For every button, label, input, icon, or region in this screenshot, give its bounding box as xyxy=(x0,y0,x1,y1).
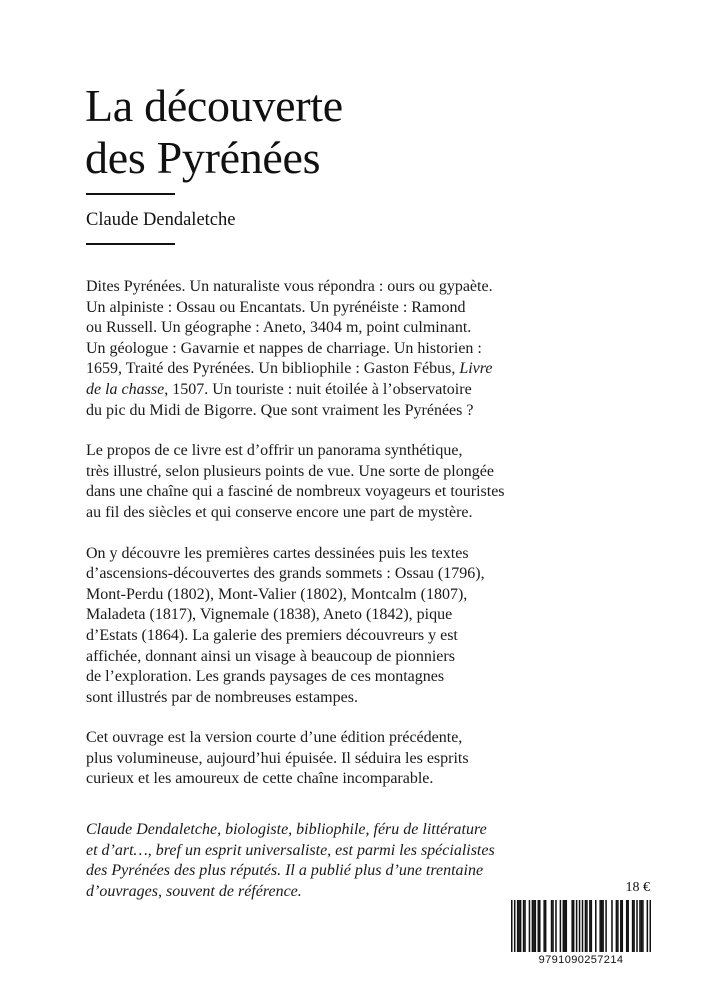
blurb-paragraph-3 xyxy=(86,544,646,709)
text-line: de l’exploration. Les grands paysages de ces montagnes xyxy=(86,668,445,686)
text-line: Maladeta (1817), Vignemale (1838), Aneto (1842), pique xyxy=(86,606,453,624)
text-line: au fil des siècles et qui conserve encore une part de mystère. xyxy=(86,503,473,521)
barcode-bar xyxy=(520,900,522,952)
text-line: Mont-Perdu (1802), Mont-Valier (1802), Montcalm (1807), xyxy=(86,585,468,603)
barcode-bar xyxy=(511,900,513,952)
blurb-paragraph-2 xyxy=(86,441,646,523)
text-line: Dites Pyrénées. Un naturaliste vous répondra : ours ou gypaète. xyxy=(86,278,493,295)
barcode-bar xyxy=(605,900,607,952)
text-line: des Pyrénées des plus réputés. Il a publié plus d’une trentaine xyxy=(86,862,484,880)
price-label: 18 € xyxy=(625,880,650,895)
barcode-bar xyxy=(650,900,651,952)
text-line: dans une chaîne qui a fasciné de nombreux voyageurs et touristes xyxy=(86,483,505,501)
barcode-bar xyxy=(538,900,540,952)
barcode-bars xyxy=(511,900,651,952)
text-line: plus volumineuse, aujourd’hui épuisée. Il séduira les esprits xyxy=(86,749,469,767)
barcode-bar xyxy=(563,900,565,952)
text-line: Un géologue : Gavarnie et nappes de charriage. Un historien : xyxy=(86,339,482,357)
barcode-bar xyxy=(532,900,534,952)
barcode-bar xyxy=(582,900,584,952)
text-line: affichée, donnant ainsi un visage à beaucoup de pionniers xyxy=(86,647,455,665)
barcode-bar xyxy=(617,900,619,952)
barcode-bar xyxy=(552,900,554,952)
text-line: et d’art…, bref un esprit universaliste, est parmi les spécialistes xyxy=(86,841,495,859)
barcode-bar xyxy=(514,900,516,952)
barcode-bar xyxy=(539,900,541,952)
barcode-bar xyxy=(585,900,587,952)
barcode-bar xyxy=(529,900,531,952)
barcode-bar xyxy=(543,900,545,952)
text-line: Claude Dendaletche, biologiste, bibliophile, féru de littérature xyxy=(86,821,487,839)
barcode-bar xyxy=(535,900,537,952)
text-line xyxy=(86,359,646,380)
text-segment: , 1507. Un touriste : nuit étoilée à l’observatoire xyxy=(164,380,472,398)
title-divider-top xyxy=(86,193,175,195)
barcode-bar xyxy=(571,900,573,952)
barcode-bar xyxy=(636,900,638,952)
book-title-reference: Livre xyxy=(459,360,493,378)
barcode-bar xyxy=(611,900,613,952)
barcode-bar xyxy=(622,900,624,952)
barcode-bar xyxy=(545,900,547,952)
barcode-bar xyxy=(626,900,628,952)
barcode-bar xyxy=(579,900,581,952)
author-bio xyxy=(86,820,646,902)
blurb-text xyxy=(86,277,646,922)
author-name: Claude Dendaletche xyxy=(86,210,236,230)
barcode-bar xyxy=(601,900,603,952)
barcode-bar xyxy=(560,900,562,952)
barcode-bar xyxy=(533,900,535,952)
barcode-bar xyxy=(555,900,557,952)
text-line: sont illustrés par de nombreuses estampes. xyxy=(86,688,358,706)
text-line: d’Estats (1864). La galerie des premiers découvreurs y est xyxy=(86,626,458,644)
text-line: curieux et les amoureux de cette chaîne incomparable. xyxy=(86,770,434,788)
barcode-bar xyxy=(524,900,526,952)
barcode-bar xyxy=(599,900,601,952)
blurb-paragraph-1 xyxy=(86,277,646,421)
blurb-paragraph-4 xyxy=(86,728,646,790)
book-title xyxy=(85,80,685,184)
text-line: Cet ouvrage est la version courte d’une édition précédente, xyxy=(86,729,463,747)
text-line: Le propos de ce livre est d’offrir un panorama synthétique, xyxy=(86,442,463,460)
barcode-bar xyxy=(566,900,568,952)
barcode-bar xyxy=(589,900,591,952)
text-line: ou Russell. Un géographe : Aneto, 3404 m, point culminant. xyxy=(86,319,472,337)
barcode-bar xyxy=(564,900,566,952)
text-segment: 1659, Traité des Pyrénées. Un bibliophile : Gaston Fébus, xyxy=(86,360,456,378)
barcode-bar xyxy=(639,900,641,952)
barcode-bar xyxy=(595,900,597,952)
text-line: Un alpiniste : Ossau ou Encantats. Un pyrénéiste : Ramond xyxy=(86,298,466,316)
text-line: d’ascensions-découvertes des grands sommets : Ossau (1796), xyxy=(86,565,485,583)
text-line: d’ouvrages, souvent de référence. xyxy=(86,882,302,900)
barcode-bar xyxy=(602,900,604,952)
barcode-bar xyxy=(641,900,643,952)
title-divider-bottom xyxy=(86,243,175,245)
barcode xyxy=(511,900,651,968)
book-title-line-1: La découverte xyxy=(85,80,343,131)
barcode-bar xyxy=(576,900,578,952)
barcode-bar xyxy=(642,900,644,952)
text-line: On y découvre les premières cartes dessinées puis les textes xyxy=(86,544,469,562)
book-title-line-2: des Pyrénées xyxy=(85,132,321,183)
barcode-bar xyxy=(647,900,649,952)
text-line: du pic du Midi de Bigorre. Que sont vraiment les Pyrénées ? xyxy=(86,401,474,419)
barcode-bar xyxy=(620,900,622,952)
barcode-bar xyxy=(517,900,519,952)
barcode-bar xyxy=(518,900,520,952)
book-title-reference: de la chasse xyxy=(86,380,165,398)
barcode-bar xyxy=(551,900,553,952)
barcode-bar xyxy=(591,900,593,952)
barcode-bar xyxy=(616,900,618,952)
barcode-bar xyxy=(633,900,635,952)
barcode-bar xyxy=(523,900,525,952)
barcode-bar xyxy=(632,900,634,952)
text-line: très illustré, selon plusieurs points de vue. Une sorte de plongée xyxy=(86,462,494,480)
barcode-bar xyxy=(573,900,575,952)
text-line xyxy=(86,380,646,401)
barcode-number: 9791090257214 xyxy=(538,954,624,966)
barcode-bar xyxy=(586,900,588,952)
barcode-bar xyxy=(627,900,629,952)
